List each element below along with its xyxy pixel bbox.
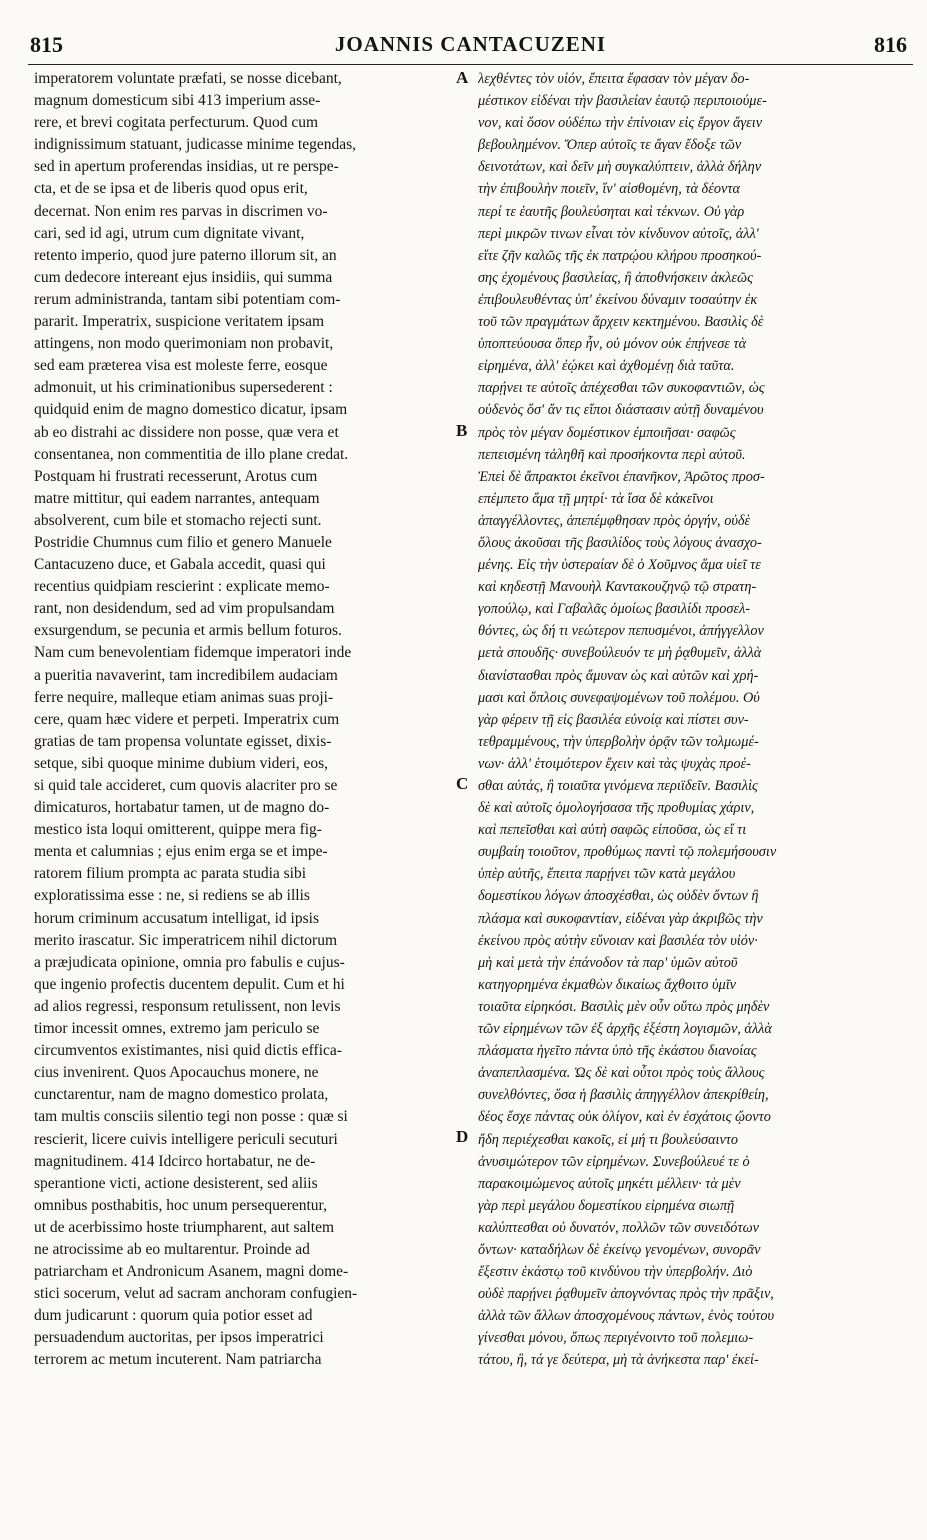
latin-text-line: rere, et brevi cogitata perfecturum. Quod cum xyxy=(34,114,319,132)
greek-text-line: νων· ἀλλ' ἑτοιμότερον ἔχειν καὶ τὰς ψυχὰς προέ- xyxy=(478,755,751,772)
latin-text-line: ut de acerbissimo hoste triumpharent, aut saltem xyxy=(34,1218,335,1236)
greek-text-line: οὐδενὸς ὅσ' ἄν τις εἴποι διάστασιν αὐτῇ δυναμένου xyxy=(478,402,764,419)
latin-text-line: dum judicarunt : quorum quia potior esset ad xyxy=(34,1307,313,1325)
greek-text-line: Ἐπεὶ δὲ ἄπρακτοι ἐκεῖνοι ἐπανῆκον, Ἀρῶτος προσ- xyxy=(478,468,765,485)
section-marker-a: A xyxy=(456,68,469,87)
latin-text-line: Nam cum benevolentiam fidemque imperatori inde xyxy=(34,644,352,662)
greek-text-line: πλάσμα καὶ συκοφαντίαν, εἰδέναι γὰρ ἀκριβῶς τὴν xyxy=(478,910,763,927)
greek-text-line: παρῄνει τε αὐτοῖς ἀπέχεσθαι τῶν συκοφαντιῶν, ὡς xyxy=(478,380,765,397)
greek-text-line: γίνεσθαι μόνου, ὅπως περιγένοιντο τοῦ πολεμιω- xyxy=(478,1330,754,1347)
latin-text-line: exploratissima esse : ne, si rediens se ab illis xyxy=(34,887,310,905)
latin-text-line: admonuit, ut his criminationibus supersederent : xyxy=(34,379,333,397)
latin-text-line: patriarcham et Andronicum Asanem, magni dome- xyxy=(34,1263,349,1281)
greek-text-line: γοπούλῳ, καὶ Γαβαλᾶς ὁμοίως βασιλίδι προσελ- xyxy=(478,601,751,618)
greek-text-line: επέμπετο ἅμα τῇ μητρί· τὰ ἴσα δὲ κἀκεῖνοι xyxy=(478,490,714,507)
greek-text-line: μὴ καὶ μετὰ τὴν ἐπάνοδον τὰ παρ' ὑμῶν αὐτοῦ xyxy=(478,954,738,971)
running-header xyxy=(28,28,913,65)
greek-text-line: ἔξεστιν ἑκάστῳ τοῦ κινδύνου τὴν ὑπερβολήν. Διὸ xyxy=(478,1264,753,1281)
latin-text-line: cunctarentur, nam de magno domestico prolata, xyxy=(34,1086,329,1104)
latin-text-line: ne atrocissime ab eo multarentur. Proinde ad xyxy=(34,1240,310,1258)
latin-text-line: absolverent, cum bile et stomacho rejecti sunt. xyxy=(34,511,322,529)
latin-text-line: circumventos existimantes, nisi quid dictis effica- xyxy=(34,1042,342,1060)
greek-text-line: μετὰ σπουδῆς· συνεβούλευόν τε μὴ ῥᾳθυμεῖν, ἀλλὰ xyxy=(478,645,762,662)
greek-text-line: γὰρ περὶ μεγάλου δομεστίκου εἰρημένα σιωπῇ xyxy=(478,1197,735,1214)
latin-text-line: horum criminum accusatum intelligat, id ipsis xyxy=(34,909,319,927)
latin-text-line: magnitudinem. 414 Idcirco hortabatur, ne de- xyxy=(34,1152,316,1170)
section-marker-d: D xyxy=(456,1127,469,1146)
latin-text-line: consentanea, non commentitia de illo plane credat. xyxy=(34,445,349,463)
greek-text-line: οὐδὲ παρῄνει ῥᾳθυμεῖν ἀπογνόντας πρὸς τὴν πρᾶξιν, xyxy=(478,1286,774,1303)
latin-text-line: ad alios regressi, responsum retulissent, non levis xyxy=(34,997,341,1015)
section-marker-b: B xyxy=(456,421,468,440)
greek-text-line: σης ἐχομένους βασιλείας, ἢ ἀποθνήσκειν ἀκλεῶς xyxy=(478,269,753,286)
latin-text-line: rant, non desidendum, sed ad vim propulsandam xyxy=(34,600,335,618)
latin-text-line: a pueritia navaverint, tam incredibilem audaciam xyxy=(34,666,338,684)
latin-text-line: attingens, non modo querimoniam non probavit, xyxy=(34,335,334,353)
latin-text-line: recentius quidpiam rescierint : explicate memo- xyxy=(34,578,330,596)
latin-text-line: a præjudicata opinione, omnia pro fabulis e cujus- xyxy=(34,953,345,971)
greek-text-line: δομεστίκου λόγων ἀποσχέσθαι, ὡς οὐδὲν ὄντων ἢ xyxy=(478,888,759,905)
latin-text-line: ab eo distrahi ac dissidere non posse, quæ vera et xyxy=(34,423,339,441)
latin-text-line: timor incessit omnes, extremo jam periculo se xyxy=(34,1020,320,1038)
latin-column xyxy=(34,68,454,1372)
latin-text-line: gratias de tam propensa voluntate egisset, dixis- xyxy=(34,732,332,750)
latin-text-line: persuadendum auctoritas, per ipsos imperatrici xyxy=(34,1329,324,1347)
greek-text-line: ὑπὲρ αὐτῆς, ἔπειτα παρῄνει τῶν κατὰ μεγάλου xyxy=(478,866,736,883)
latin-text-line: magnum domesticum sibi 413 imperium asse- xyxy=(34,92,321,110)
latin-text-line: pararit. Imperatrix, suspicione veritatem ipsam xyxy=(34,313,325,331)
latin-text-line: Postridie Chumnus cum filio et genero Manuele xyxy=(34,533,332,551)
page-number-right: 816 xyxy=(874,32,907,57)
greek-text-line: κατηγορημένα ἐκμαθὼν δικαίως ἄχθοιτο ὑμῖν xyxy=(478,976,737,993)
greek-text-line: βεβουλημένον. Ὅπερ αὐτοῖς τε ἄγαν ἔδοξε τῶν xyxy=(478,137,742,154)
latin-text-line: Cantacuzeno duce, et Gabala accedit, quasi qui xyxy=(34,556,326,574)
latin-text-line: matre mittitur, qui eadem narrantes, antequam xyxy=(34,489,320,507)
greek-text-line: τεθραμμένους, τὴν ὑπερβολὴν ὁρᾷν τῶν τολμωμέ- xyxy=(478,733,759,750)
latin-text-line: merito irascatur. Sic imperatricem nihil dictorum xyxy=(34,931,338,949)
latin-text-line: cum dedecore intereant ejus insidiis, qui summa xyxy=(34,268,333,286)
latin-text-line: cius invenirent. Quos Apocauchus monere, ne xyxy=(34,1064,319,1082)
greek-text-line: ἀνυσιμώτερον τῶν εἰρημένων. Συνεβούλευέ τε ὁ xyxy=(478,1153,750,1170)
greek-text-line: ὑποπτεύουσα ὅπερ ἦν, οὐ μόνον οὐκ ἐπῄνεσε τὰ xyxy=(478,336,747,353)
latin-text-line: ratorem filium prompta ac parata studia sibi xyxy=(34,865,307,883)
greek-text-line: ἤδη περιέχεσθαι κακοῖς, εἰ μή τι βουλεύσαιντο xyxy=(478,1131,739,1148)
latin-text-line: ferre nequire, malleque etiam animas suas proji- xyxy=(34,688,334,706)
greek-text-line: πεπεισμένη τἀληθῆ καὶ προσήκοντα περὶ αὐτοῦ. xyxy=(478,446,746,463)
greek-text-line: σθαι αὐτάς, ἢ τοιαῦτα γινόμενα περιϊδεῖν. Βασιλὶς xyxy=(478,778,758,794)
greek-text-line: ἐπιβουλευθέντας ὑπ' ἐκείνου δύναμιν τοσαύτην ἐκ xyxy=(478,291,758,308)
latin-text-line: omnibus posthabitis, hoc unum persequerentur, xyxy=(34,1196,327,1214)
greek-text-line: περί τε ἑαυτῆς βουλεύσηται καὶ τέκνων. Οὐ γὰρ xyxy=(478,203,745,220)
greek-text-line: καὶ πεπεῖσθαι καὶ αὐτὴ σαφῶς εἰποῦσα, ὡς εἴ τι xyxy=(478,822,747,839)
latin-text-line: exsurgendum, se pecunia et armis bellum foturos. xyxy=(34,622,342,640)
latin-text-line: que ingenio profectis ducentem depulit. Cum et hi xyxy=(34,975,345,993)
greek-text-line: συμβαίη τοιοῦτον, προθύμως παντὶ τῷ πολεμήσουσιν xyxy=(478,844,777,861)
latin-text-line: mestico ista loqui omitterent, quippe mera fig- xyxy=(34,821,322,839)
greek-text-line: τῶν εἰρημένων τῶν ἐξ ἀρχῆς ἐξέστη λογισμῶν, ἀλλὰ xyxy=(478,1021,772,1038)
greek-text-line: πρὸς τὸν μέγαν δομέστικον ἐμποιῆσαι· σαφῶς xyxy=(478,424,736,441)
latin-text-line: indignissimum statuant, judicasse minime tegendas, xyxy=(34,136,357,154)
latin-text-line: dimicaturos, hortabatur tamen, ut de magno do- xyxy=(34,799,330,817)
greek-text-line: παρακοιμώμενος αὐτοῖς μηκέτι μέλλειν· τὰ μὲν xyxy=(478,1175,741,1192)
latin-text-line: rerum administranda, tantam sibi potentiam com- xyxy=(34,290,341,308)
latin-text-line: tam multis consciis silentio tegi non posse : quæ si xyxy=(34,1108,348,1126)
latin-text-line: rescierit, licere cuivis intelligere periculi secuturi xyxy=(34,1130,338,1148)
greek-text-line: τοιαῦτα εἰρηκόσι. Βασιλὶς μὲν οὖν οὕτω πρὸς μηδὲν xyxy=(478,998,770,1015)
latin-text-line: setque, sibi quoque minime dubium videri, eos, xyxy=(34,754,329,772)
latin-text-line: terrorem ac metum incuterent. Nam patriarcha xyxy=(34,1351,322,1369)
latin-text-line: sed in apertum proferendas insidias, ut re perspe- xyxy=(34,158,339,176)
greek-text-line: περὶ μικρῶν τινων εἶναι τὸν κίνδυνον αὐτοῖς, ἀλλ' xyxy=(478,225,759,242)
greek-text-line: ὄντων· καταδήλων δὲ ἐκείνῳ γενομένων, συνορᾶν xyxy=(478,1241,761,1258)
latin-text-line: cta, et de se ipsa et de liberis quod opus erit, xyxy=(34,180,308,198)
latin-text-line: menta et calumnias ; ejus enim erga se et impe- xyxy=(34,843,328,861)
greek-text-line: δὲ καὶ αὐτοῖς ὁμολογήσασα τῆς προθυμίας χάριν, xyxy=(478,800,755,817)
latin-text-line: sperantione victi, actione desisterent, sed aliis xyxy=(34,1174,318,1192)
greek-text-line: διανίστασθαι πρὸς ἄμυναν ὡς καὶ αὐτῶν καὶ χρή- xyxy=(478,667,759,684)
greek-text-line: εἰρημένα, ἀλλ' ἐῴκει καὶ ἀχθομένῃ διὰ ταῦτα. xyxy=(478,358,735,375)
greek-text-line: γὰρ φέρειν τῇ εἰς βασιλέα εὐνοίᾳ καὶ πίστει συν- xyxy=(478,711,749,728)
latin-text-line: Postquam hi frustrati recesserunt, Arotus cum xyxy=(34,467,318,485)
greek-text-line: μένης. Εἰς τὴν ὑστεραίαν δὲ ὁ Χοῦμνος ἅμα υἱεῖ τε xyxy=(478,557,761,574)
latin-text-line: cari, sed id agi, utrum cum dignitate vivant, xyxy=(34,224,305,242)
greek-text-line: τοῦ τῶν πραγμάτων ἄρχειν κεκτημένου. Βασιλὶς δὲ xyxy=(478,314,764,331)
greek-text-line: μασι καὶ ὅπλοις συνεφαψομένων τοῦ πολέμου. Οὐ xyxy=(478,689,760,706)
section-marker-c: C xyxy=(456,774,469,793)
latin-text-line: imperatorem voluntate præfati, se nosse dicebant, xyxy=(34,70,342,87)
latin-text-line: si quid tale accideret, cum quovis alacriter pro se xyxy=(34,777,338,794)
latin-text-line: quidquid enim de magno domestico dicatur, ipsam xyxy=(34,401,348,419)
latin-text-line: cere, quam hæc videre et perpeti. Imperatrix cum xyxy=(34,710,340,728)
greek-text-line: ἀναπεπλασμένα. Ὡς δὲ καὶ οὗτοι πρὸς τοὺς ἄλλους xyxy=(478,1065,765,1082)
greek-text-line: μέστικον εἰδέναι τὴν βασιλείαν ἑαυτῷ περιποιούμε- xyxy=(478,93,767,110)
greek-text-line: θόντες, ὡς δή τι νεώτερον πεπυσμένοι, ἀπήγγελλον xyxy=(478,623,764,640)
greek-text-line: πλάσματα ἡγεῖτο πάντα ὑπὸ τῆς ἑκάστου διανοίας xyxy=(478,1043,757,1060)
greek-text-line: δέος ἔσχε πάντας οὐκ ὀλίγον, καὶ ἐν ἐσχάτοις ᾤοντο xyxy=(478,1109,771,1126)
latin-text-line: decernat. Non enim res parvas in discrimen vo- xyxy=(34,202,328,220)
latin-text-line: retento imperio, quod jure paterno illorum sit, an xyxy=(34,246,337,264)
greek-text-line: καλύπτεσθαι οὐ δυνατόν, πολλῶν τῶν συνειδότων xyxy=(478,1219,760,1236)
greek-text-line: νον, καὶ ὅσον οὐδέπω τὴν ἐπίνοιαν εἰς ἔργον ἄγειν xyxy=(478,115,763,132)
greek-text-line: λεχθέντες τὸν υἱόν, ἔπειτα ἔφασαν τὸν μέγαν δο- xyxy=(478,71,750,87)
greek-column xyxy=(478,68,918,1372)
greek-text-line: ἀπαγγέλλοντες, ἀπεπέμφθησαν πρὸς ὀργήν, οὐδὲ xyxy=(478,512,751,529)
greek-text-line: τάτου, ἢ, τά γε δεύτερα, μὴ τὰ ἀνήκεστα παρ' ἐκεί- xyxy=(478,1352,759,1369)
greek-text-line: καὶ κηδεστῇ Μανουὴλ Καντακουζηνῷ τῷ στρατη- xyxy=(478,579,757,596)
page-number-left: 815 xyxy=(30,32,63,57)
greek-text-line: ἀλλὰ τῶν ἄλλων ἀποσχομένους πάντων, ἑνὸς τούτου xyxy=(478,1308,775,1325)
greek-text-line: ὅλους ἀκοῦσαι τῆς βασιλίδος τοὺς λόγους ἀνασχο- xyxy=(478,534,762,551)
greek-text-line: δεινοτάτων, καὶ δεῖν μὴ συγκαλύπτειν, ἀλλὰ δήλην xyxy=(478,159,762,176)
greek-text-line: τὴν ἐπιβουλὴν ποιεῖν, ἵν' αἰσθομένη, τὰ δέοντα xyxy=(478,181,740,198)
latin-text-line: stici socerum, velut ad sacram anchoram confugien- xyxy=(34,1285,358,1303)
greek-text-line: συνελθόντες, ὅσα ἡ βασιλὶς ἀπηγγέλλον ἀπεκρίθείη, xyxy=(478,1087,769,1104)
greek-text-line: ἐκείνου πρὸς αὐτὴν εὔνοιαν καὶ βασιλέα τὸν υἱόν· xyxy=(478,932,758,949)
latin-text-line: sed eam præterea visa est moleste ferre, eosque xyxy=(34,357,328,375)
running-title: JOANNIS CANTACUZENI xyxy=(334,32,607,56)
greek-text-line: εἴτε ζῆν καλῶς τῆς ἐκ πατρῴου κλήρου προσηκού- xyxy=(478,247,762,264)
